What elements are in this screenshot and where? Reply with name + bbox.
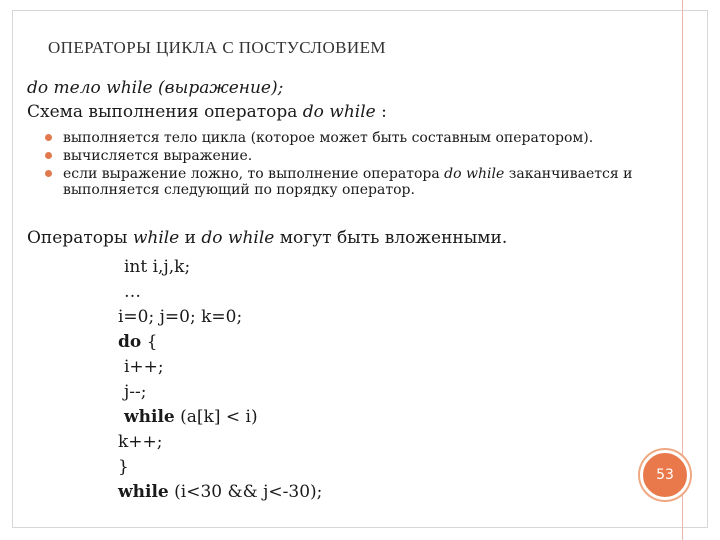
code-line-5: i++; <box>124 357 164 377</box>
code-keyword-do: do <box>118 332 142 352</box>
nested-kw-do-while: do while <box>201 228 275 248</box>
code-keyword-while: while <box>118 482 169 502</box>
code-line-2: … <box>124 282 141 302</box>
slide-title: ОПЕРАТОРЫ ЦИКЛА С ПОСТУСЛОВИЕМ <box>48 38 386 57</box>
code-rest: { <box>141 332 158 352</box>
code-rest: (a[k] < i) <box>174 407 258 427</box>
page-number-badge: 53 <box>640 450 690 500</box>
code-keyword-while: while <box>124 407 175 427</box>
syntax-line: do тело while (выражение); <box>27 78 284 98</box>
list-item-text: вычисляется выражение. <box>63 148 253 164</box>
nested-note <box>27 228 507 248</box>
list-item <box>43 148 663 164</box>
list-item-post: заканчивается и выполняется следующий по порядку оператор. <box>63 166 633 198</box>
bullet-dot-icon <box>45 152 52 159</box>
list-item <box>43 130 663 146</box>
list-item-text: выполняется тело цикла (которое может быть составным оператором). <box>63 130 594 146</box>
code-line-9: } <box>118 457 129 477</box>
scheme-prefix: Схема выполнения оператора <box>27 102 303 122</box>
bullet-dot-icon <box>45 170 52 177</box>
code-line-3: i=0; j=0; k=0; <box>118 307 243 327</box>
list-item-keyword: do while <box>444 166 505 182</box>
scheme-suffix: : <box>375 102 387 122</box>
code-line-7 <box>124 407 258 427</box>
code-line-1: int i,j,k; <box>124 257 191 277</box>
nested-suffix: могут быть вложенными. <box>274 228 508 248</box>
scheme-keyword: do while <box>302 102 376 122</box>
code-line-10 <box>118 482 322 502</box>
bullet-dot-icon <box>45 134 52 141</box>
list-item <box>43 166 663 198</box>
code-line-8: k++; <box>118 432 163 452</box>
code-line-6: j--; <box>124 382 147 402</box>
code-rest: (i<30 && j<-30); <box>168 482 323 502</box>
list-item-pre: если выражение ложно, то выполнение оператора <box>63 166 445 182</box>
nested-prefix: Операторы <box>27 228 133 248</box>
step-list <box>43 130 663 200</box>
scheme-line <box>27 102 387 122</box>
nested-mid: и <box>179 228 202 248</box>
code-line-4 <box>118 332 157 352</box>
nested-kw-while: while <box>132 228 180 248</box>
